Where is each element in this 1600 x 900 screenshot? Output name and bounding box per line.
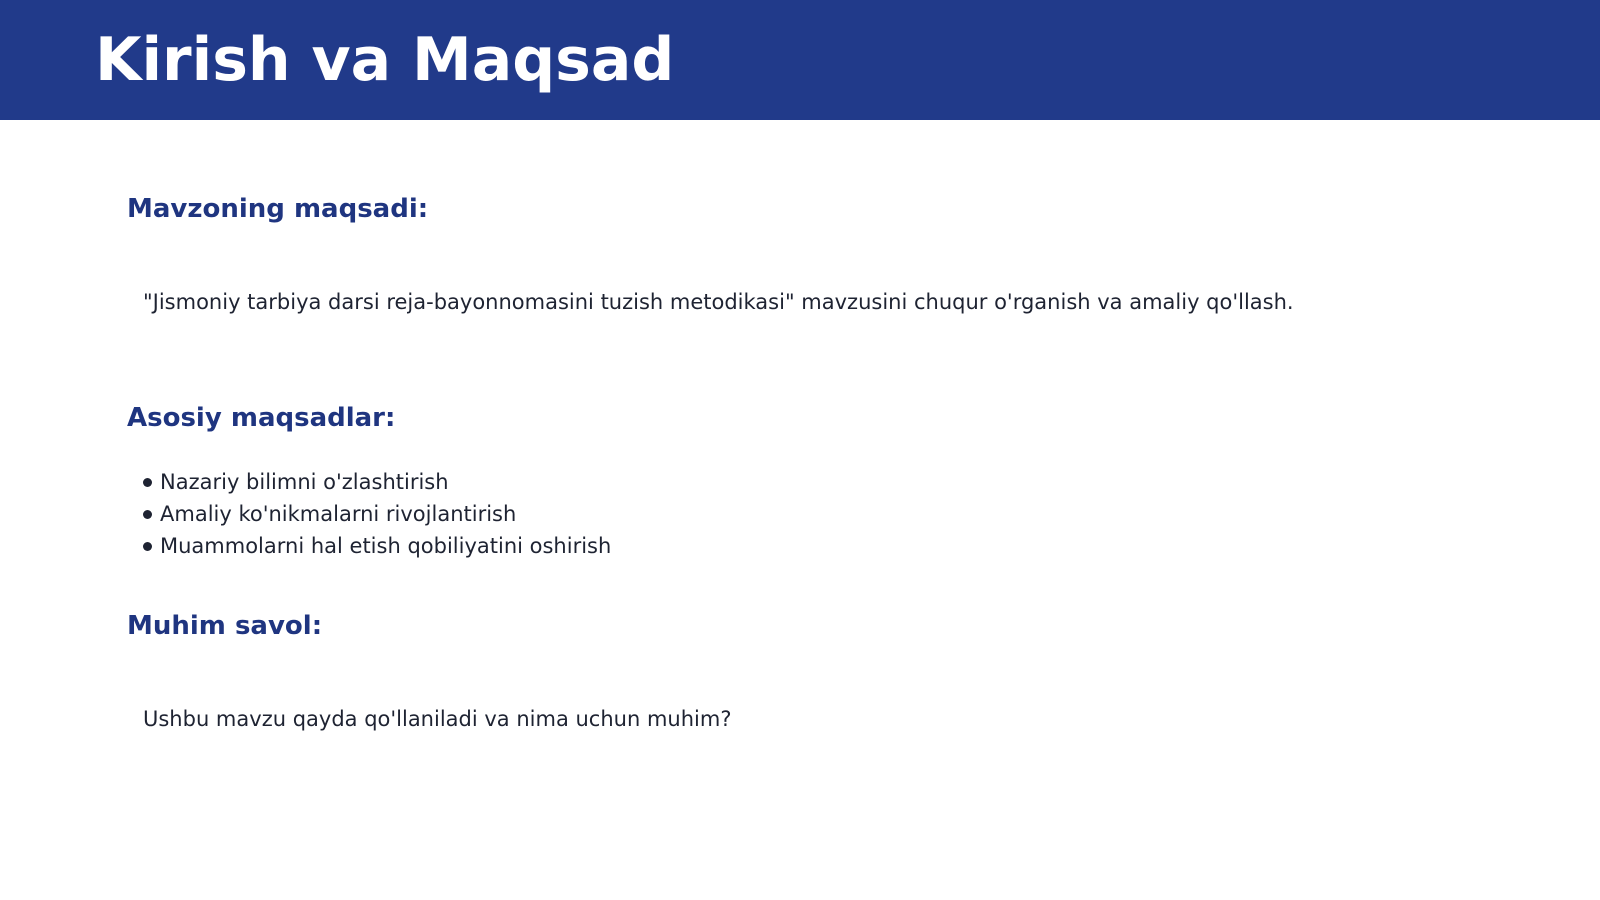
bullet-dot-icon [143,510,152,519]
important-question-text: Ushbu mavzu qayda qo'llaniladi va nima uchun muhim? [143,707,732,731]
main-goals-list [143,466,611,562]
bullet-dot-icon [143,478,152,487]
list-item [143,466,611,498]
goal-text: "Jismoniy tarbiya darsi reja-bayonnomasini tuzish metodikasi" mavzusini chuqur o'rganish va amaliy qo'llash. [143,290,1294,314]
list-item [143,498,611,530]
slide-title: Kirish va Maqsad [95,25,675,95]
goal-heading: Mavzoning maqsadi: [127,194,429,224]
list-item-text: Muammolarni hal etish qobiliyatini oshirish [160,534,612,558]
header-bar [0,0,1600,120]
list-item [143,530,611,562]
bullet-dot-icon [143,542,152,551]
list-item-text: Amaliy ko'nikmalarni rivojlantirish [160,502,517,526]
list-item-text: Nazariy bilimni o'zlashtirish [160,470,449,494]
main-goals-heading: Asosiy maqsadlar: [127,403,396,433]
important-question-heading: Muhim savol: [127,611,323,641]
